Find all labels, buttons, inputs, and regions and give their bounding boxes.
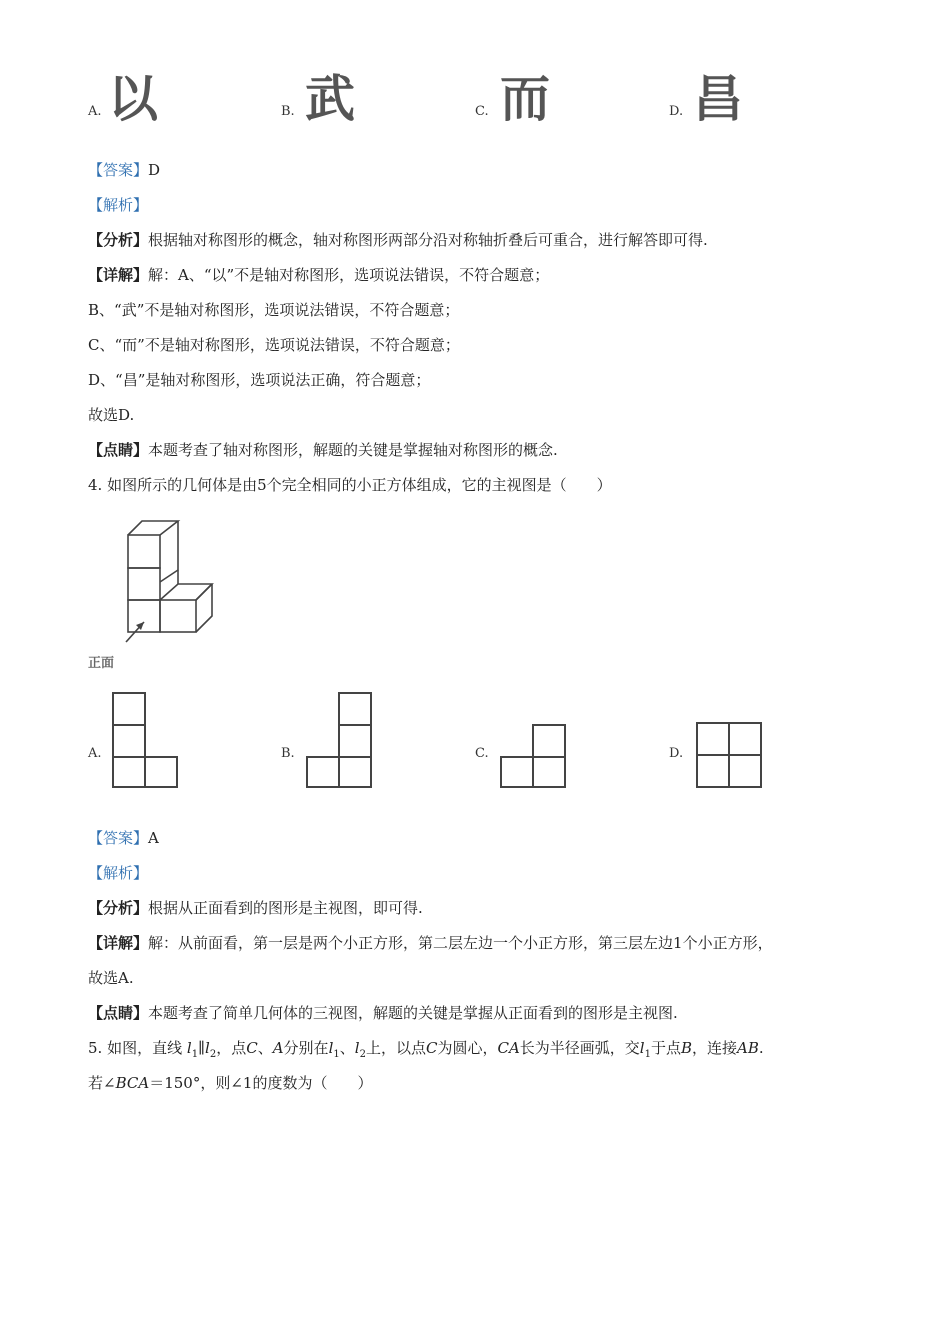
q3-dianjing: 【点睛】本题考查了轴对称图形，解题的关键是掌握轴对称图形的概念. [88, 441, 558, 459]
q4-option-c-label: C. [475, 746, 489, 761]
q3-option-c-char: 而 [500, 70, 550, 128]
q3-line-c: C、“而”不是轴对称图形，选项说法错误，不符合题意； [88, 336, 460, 354]
q3-option-b-char: 武 [305, 70, 355, 128]
q3-option-d-char: 昌 [693, 70, 743, 128]
q3-option-a-label: A. [88, 104, 102, 119]
q4-option-a-label: A. [88, 746, 102, 761]
q4-xiangjie: 【详解】解：从前面看，第一层是两个小正方形，第二层左边一个小正方形，第三层左边1个小正方形， [88, 934, 773, 952]
q4-jiexi: 【解析】 [88, 864, 149, 882]
q3-option-b-label: B. [281, 104, 295, 119]
q4-fenxi: 【分析】根据从正面看到的图形是主视图，即可得. [88, 899, 423, 917]
q5-stem-line2: 若∠BCA＝150°，则∠1的度数为（ ） [88, 1074, 373, 1092]
q4-option-a-figure [112, 692, 178, 788]
q4-figure-label: 正面 [88, 656, 115, 671]
q4-option-b-figure [306, 692, 372, 788]
q4-option-d-label: D. [669, 746, 684, 761]
q4-option-c-figure [500, 724, 566, 788]
q3-option-c-label: C. [475, 104, 489, 119]
q4-option-b-label: B. [281, 746, 295, 761]
q5-stem-line1: 5. 如图，直线 $l_1\parallel l_2$，点C、A分别在$l_1$、$l_2$上，以点C为圆心，CA长为半径画弧，交$l_1$于点B，连接AB. [88, 1039, 764, 1060]
q3-option-a-char: 以 [108, 70, 158, 128]
q4-dianjing: 【点睛】本题考查了简单几何体的三视图，解题的关键是掌握从正面看到的图形是主视图. [88, 1004, 678, 1022]
q3-answer: 【答案】D [88, 161, 161, 179]
q3-fenxi: 【分析】根据轴对称图形的概念，轴对称图形两部分沿对称轴折叠后可重合，进行解答即可得. [88, 231, 708, 249]
q3-option-d-label: D. [669, 104, 684, 119]
q3-line-b: B、“武”不是轴对称图形，选项说法错误，不符合题意； [88, 301, 460, 319]
q3-jiexi: 【解析】 [88, 196, 149, 214]
q4-choose: 故选A. [88, 969, 134, 987]
q3-line-d: D、“昌”是轴对称图形，选项说法正确，符合题意； [88, 371, 431, 389]
q4-option-d-figure [696, 722, 762, 788]
q3-xiangjie: 【详解】解：A、“以”不是轴对称图形，选项说法错误，不符合题意； [88, 266, 550, 284]
q4-stem: 4. 如图所示的几何体是由5个完全相同的小正方体组成，它的主视图是（ ） [88, 476, 612, 494]
q4-answer: 【答案】A [88, 829, 159, 847]
q4-solid-figure [120, 518, 240, 643]
q3-choose: 故选D. [88, 406, 135, 424]
